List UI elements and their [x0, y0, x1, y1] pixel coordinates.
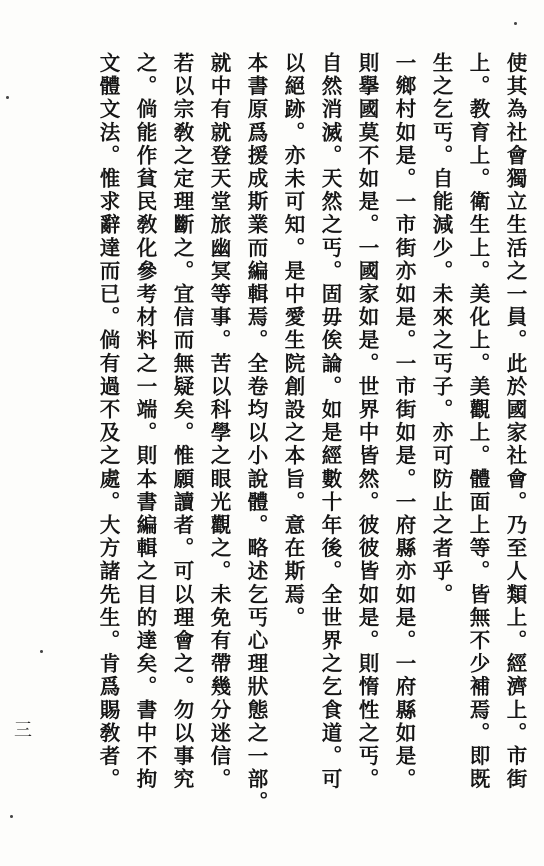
scan-speck [514, 22, 517, 25]
text-column-3: 生之乞丐。自能減少。未來之丐子。亦可防止之者乎。 [429, 52, 453, 607]
text-column-12: 文體文法。惟求辭達而已。倘有過不及之處。大方諸先生。肯爲賜敎者。 [96, 52, 120, 792]
text-column-11: 之。倘能作貧民敎化參考材料之一端。則本書編輯之目的達矣。書中不拘 [133, 52, 157, 792]
text-column-7: 以絕跡。亦未可知。是中愛生院創設之本旨。意在斯焉。 [281, 52, 305, 630]
page-number: 三 [14, 720, 32, 741]
scan-speck [6, 96, 9, 99]
scan-speck [10, 815, 13, 818]
text-column-10: 若以宗敎之定理斷之。宜信而無疑矣。惟願讀者。可以理會之。勿以事究 [170, 52, 194, 792]
text-column-5: 則擧國莫不如是。一國家如是。世界中皆然。彼彼皆如是。則惰性之丐。 [355, 52, 379, 792]
text-column-2: 上。教育上。衛生上。美化上。美觀上。體面上等。皆無不少補焉。即既 [466, 52, 490, 792]
scan-speck [40, 650, 43, 653]
text-column-9: 就中有就登天堂旅幽冥等事。苦以科學之眼光觀之。未免有帶幾分迷信。 [207, 52, 231, 792]
text-column-6: 自然消滅。天然之丐。固毋俟論。如是經數十年後。全世界之乞食道。可 [318, 52, 342, 792]
text-column-8: 本書原爲援成斯業而編輯焉。全卷均以小說體。略述乞丐心理狀態之一部。 [244, 52, 268, 815]
text-column-1: 使其為社會獨立生活之一員。此於國家社會。乃至人類上。經濟上。市街 [503, 52, 527, 792]
text-column-4: 一鄉村如是。一市街亦如是。一市街如是。一府縣亦如是。一府縣如是。 [392, 52, 416, 792]
